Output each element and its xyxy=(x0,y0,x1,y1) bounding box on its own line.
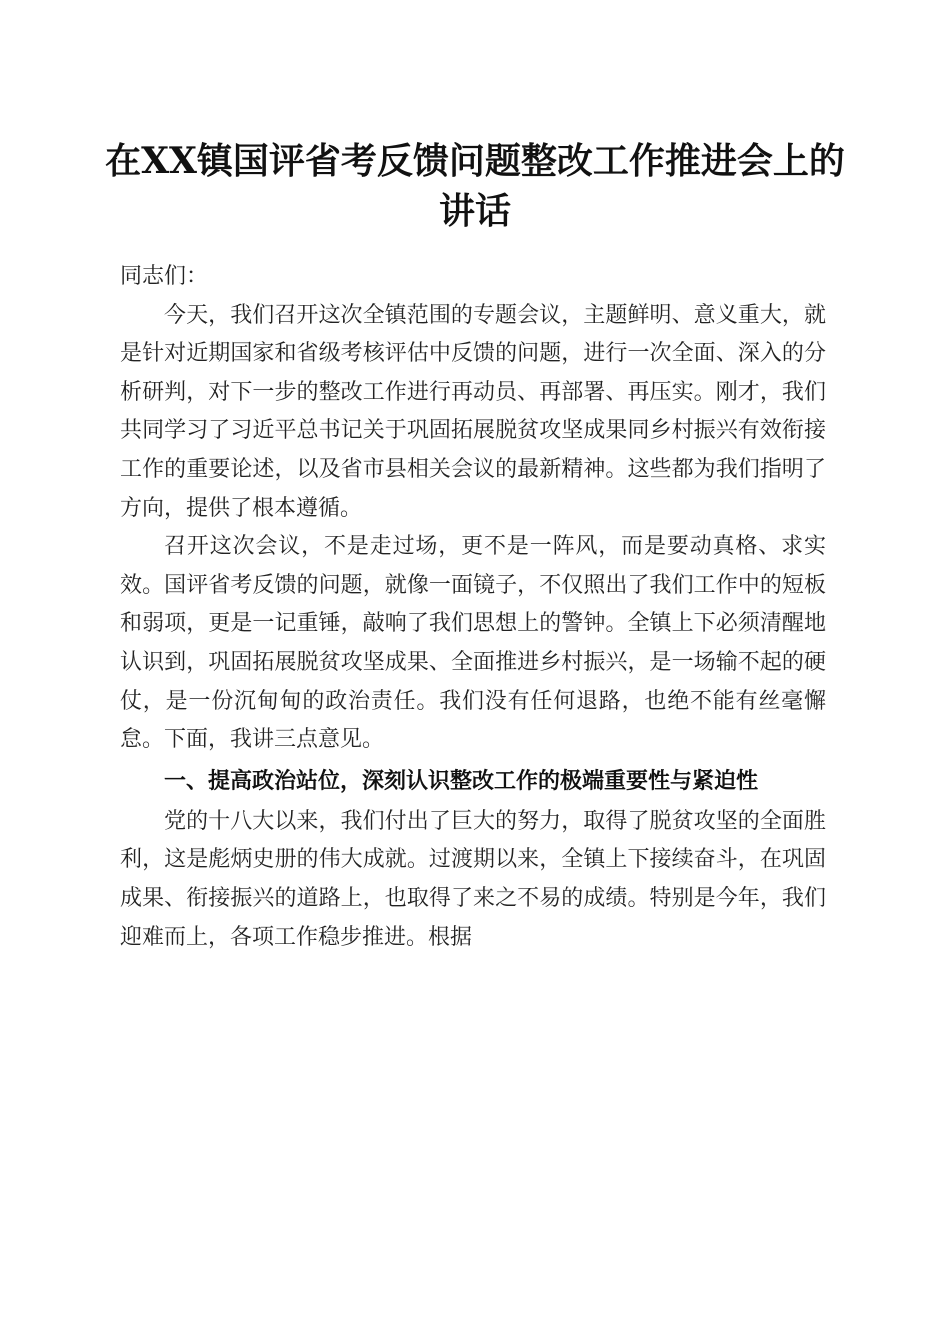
document-body xyxy=(120,258,826,957)
section-heading: 一、提高政治站位，深刻认识整改工作的极端重要性与紧迫性 xyxy=(164,768,759,794)
salutation: 同志们： xyxy=(120,264,209,289)
document-title: 在XX镇国评省考反馈问题整改工作推进会上的讲话 xyxy=(105,140,845,232)
paragraph-opening: 今天，我们召开这次全镇范围的专题会议，主题鲜明、意义重大，就是针对近期国家和省级考核评估中反馈的问题，进行一次全面、深入的分析研判，对下一步的整改工作进行再动员、再部署、再压实。刚才，我们共同学习了习近平总书记关于巩固拓展脱贫攻坚成果同乡村振兴有效衔接工作的重要论述，以及省市县相关会议的最新精神。这些都为我们指明了方向，提供了根本遵循。 xyxy=(120,302,826,521)
paragraph-purpose: 召开这次会议，不是走过场，更不是一阵风，而是要动真格、求实效。国评省考反馈的问题，就像一面镜子，不仅照出了我们工作中的短板和弱项，更是一记重锤，敲响了我们思想上的警钟。全镇上下必须清醒地认识到，巩固拓展脱贫攻坚成果、全面推进乡村振兴，是一场输不起的硬仗，是一份沉甸甸的政治责任。我们没有任何退路，也绝不能有丝毫懈怠。下面，我讲三点意见。 xyxy=(120,534,826,753)
section-paragraph: 党的十八大以来，我们付出了巨大的努力，取得了脱贫攻坚的全面胜利，这是彪炳史册的伟大成就。过渡期以来，全镇上下接续奋斗，在巩固成果、衔接振兴的道路上，也取得了来之不易的成绩。特别是今年，我们迎难而上，各项工作稳步推进。根据 xyxy=(120,808,826,950)
